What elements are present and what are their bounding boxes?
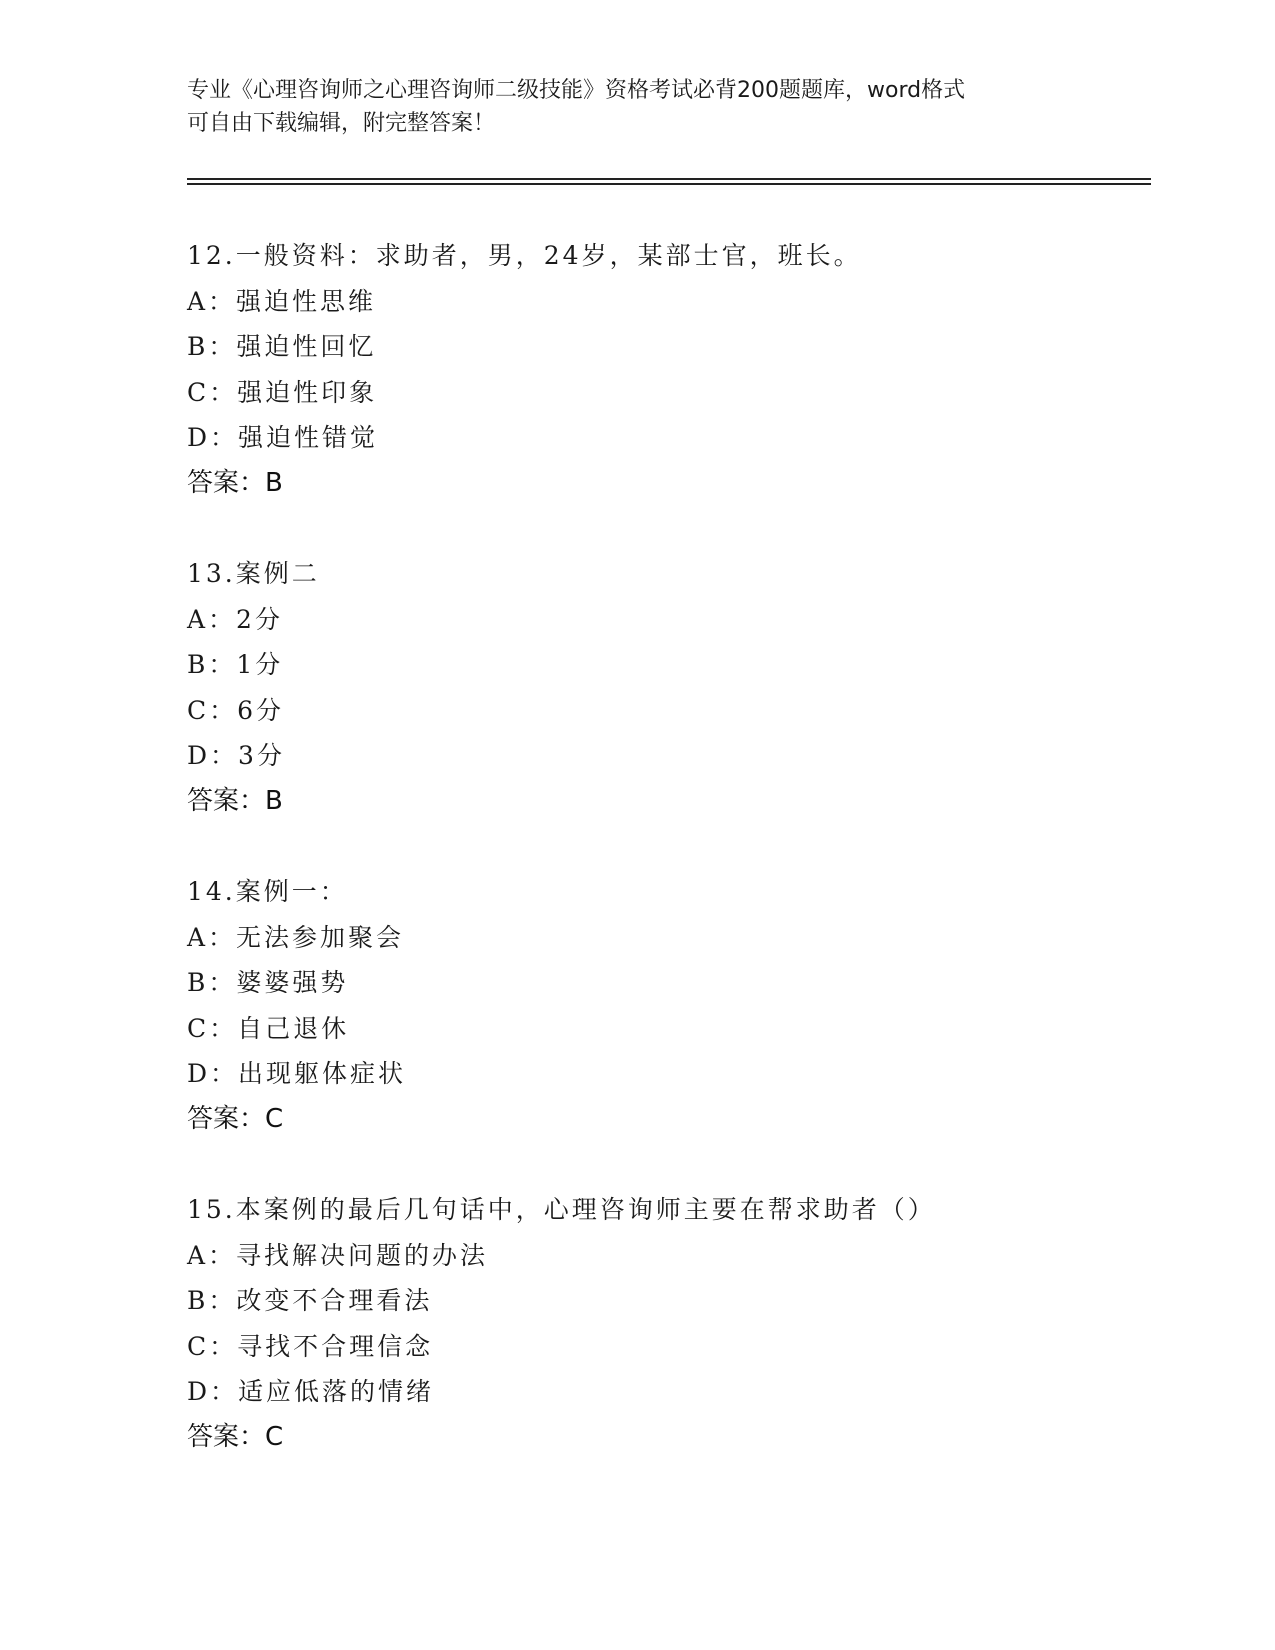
option-d: D：3分 xyxy=(187,741,285,770)
option-b: B：婆婆强势 xyxy=(187,968,349,997)
option-c: C：6分 xyxy=(187,695,285,725)
option-a: A：无法参加聚会 xyxy=(187,922,405,952)
answer-line: 答案：B xyxy=(187,467,283,498)
answer-line: 答案：B xyxy=(187,785,283,816)
option-d: D：强迫性错觉 xyxy=(187,423,379,452)
question-stem: 15.本案例的最后几句话中，心理咨询师主要在帮求助者（） xyxy=(187,1195,936,1224)
question-stem: 14.案例一： xyxy=(187,877,348,906)
header-divider-bottom xyxy=(187,183,1151,185)
option-d: D：出现躯体症状 xyxy=(187,1059,407,1088)
document-header xyxy=(187,74,1067,140)
option-c: C：自己退休 xyxy=(187,1013,350,1043)
question-14 xyxy=(187,869,1127,1142)
answer-line: 答案：C xyxy=(187,1103,284,1134)
answer-line: 答案：C xyxy=(187,1421,284,1452)
question-stem: 12.一般资料：求助者，男，24岁，某部士官，班长。 xyxy=(187,241,862,270)
option-c: C：强迫性印象 xyxy=(187,377,378,407)
option-d: D：适应低落的情绪 xyxy=(187,1377,435,1406)
question-15 xyxy=(187,1187,1127,1460)
header-title-line-2: 可自由下载编辑，附完整答案！ xyxy=(187,111,496,136)
option-b: B：改变不合理看法 xyxy=(187,1286,433,1315)
option-a: A：2分 xyxy=(187,604,283,634)
question-13 xyxy=(187,551,1127,824)
option-b: B：强迫性回忆 xyxy=(187,332,377,361)
option-a: A：强迫性思维 xyxy=(187,286,377,316)
question-12 xyxy=(187,233,1127,506)
option-b: B：1分 xyxy=(187,650,284,679)
header-title-line-1: 专业《心理咨询师之心理咨询师二级技能》资格考试必背200题题库，word格式 xyxy=(187,78,966,103)
option-c: C：寻找不合理信念 xyxy=(187,1331,434,1361)
header-divider-top xyxy=(187,178,1151,180)
option-a: A：寻找解决问题的办法 xyxy=(187,1240,489,1270)
question-stem: 13.案例二 xyxy=(187,559,320,588)
